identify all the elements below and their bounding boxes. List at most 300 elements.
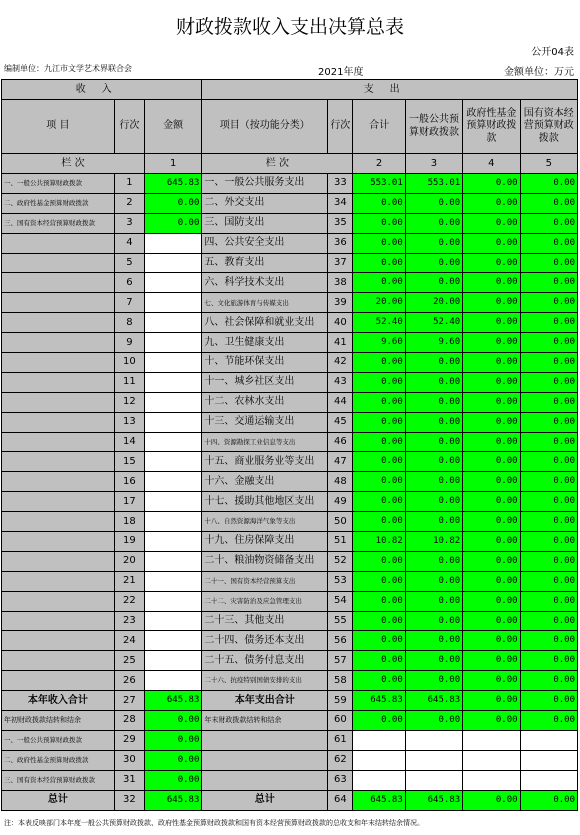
income-header: 收入 — [2, 80, 202, 100]
expense-item: 十九、住房保障支出 — [202, 532, 328, 552]
income-amount — [144, 671, 201, 691]
sub-amount: 0.00 — [144, 730, 201, 750]
row-no: 14 — [114, 432, 144, 452]
sub-row — [2, 730, 578, 750]
income-amount — [144, 492, 201, 512]
grand-total-fund: 0.00 — [463, 790, 520, 810]
expense-item: 二十三、其他支出 — [202, 611, 328, 631]
row-no: 42 — [328, 353, 353, 373]
row-no: 47 — [328, 452, 353, 472]
expense-item: 五、教育支出 — [202, 253, 328, 273]
carry-out-general: 0.00 — [405, 711, 462, 731]
expense-fund: 0.00 — [463, 432, 520, 452]
grand-total-capital: 0.00 — [520, 790, 577, 810]
expense-general: 0.00 — [405, 671, 462, 691]
row-no: 61 — [328, 730, 353, 750]
expense-capital: 0.00 — [520, 671, 577, 691]
expense-total: 0.00 — [353, 512, 405, 532]
row-no: 46 — [328, 432, 353, 452]
income-amount — [144, 551, 201, 571]
expense-item: 二十六、抗疫特别国债安排的支出 — [202, 671, 328, 691]
table-row — [2, 392, 578, 412]
income-item — [2, 492, 115, 512]
row-no: 59 — [328, 691, 353, 711]
row-no: 43 — [328, 372, 353, 392]
row-no: 36 — [328, 233, 353, 253]
expense-fund: 0.00 — [463, 412, 520, 432]
expense-item: 六、科学技术支出 — [202, 273, 328, 293]
expense-total: 0.00 — [353, 193, 405, 213]
income-item — [2, 333, 115, 353]
row-no: 3 — [114, 213, 144, 233]
expense-total: 553.01 — [353, 174, 405, 194]
expense-item: 三、国防支出 — [202, 213, 328, 233]
expense-general: 10.82 — [405, 532, 462, 552]
row-no: 56 — [328, 631, 353, 651]
carry-in-label: 年初财政拨款结转和结余 — [2, 711, 115, 731]
income-item — [2, 532, 115, 552]
income-item — [2, 651, 115, 671]
budget-table — [1, 79, 578, 811]
table-row — [2, 193, 578, 213]
expense-total: 0.00 — [353, 392, 405, 412]
expense-total: 645.83 — [353, 691, 405, 711]
expense-fund: 0.00 — [463, 253, 520, 273]
expense-total: 0.00 — [353, 631, 405, 651]
income-total-label: 本年收入合计 — [2, 691, 115, 711]
income-item — [2, 353, 115, 373]
row-no: 64 — [328, 790, 353, 810]
expense-capital: 0.00 — [520, 571, 577, 591]
row-no: 32 — [114, 790, 144, 810]
row-no: 37 — [328, 253, 353, 273]
expense-general: 0.00 — [405, 611, 462, 631]
expense-general: 0.00 — [405, 551, 462, 571]
expense-capital: 0.00 — [520, 412, 577, 432]
expense-fund: 0.00 — [463, 333, 520, 353]
footnote: 注：本表反映部门本年度一般公共预算财政拨款、政府性基金预算财政拨款和国有资本经营预算财政拨款的总收支和年末结转结余情况。 — [4, 819, 424, 827]
row-no: 39 — [328, 293, 353, 313]
expense-item: 十七、援助其他地区支出 — [202, 492, 328, 512]
item-header: 项 目 — [2, 100, 115, 154]
expense-total: 0.00 — [353, 492, 405, 512]
row-no: 19 — [114, 532, 144, 552]
row-no: 18 — [114, 512, 144, 532]
income-amount — [144, 631, 201, 651]
expense-capital: 0.00 — [520, 233, 577, 253]
expense-total: 0.00 — [353, 611, 405, 631]
row-no: 53 — [328, 571, 353, 591]
col-1: 1 — [144, 154, 201, 174]
row-no2-header: 行次 — [328, 100, 353, 154]
income-item — [2, 512, 115, 532]
row-no: 1 — [114, 174, 144, 194]
income-item: 一、一般公共预算财政拨款 — [2, 174, 115, 194]
row-no: 30 — [114, 750, 144, 770]
expense-item: 十一、城乡社区支出 — [202, 372, 328, 392]
expense-total: 0.00 — [353, 353, 405, 373]
income-amount: 0.00 — [144, 193, 201, 213]
expense-fund: 0.00 — [463, 492, 520, 512]
col-3: 3 — [405, 154, 462, 174]
income-amount — [144, 392, 201, 412]
row-no: 26 — [114, 671, 144, 691]
row-no: 20 — [114, 551, 144, 571]
row-no: 17 — [114, 492, 144, 512]
row-no: 5 — [114, 253, 144, 273]
income-amount — [144, 571, 201, 591]
income-item — [2, 671, 115, 691]
expense-item: 七、文化旅游体育与传媒支出 — [202, 293, 328, 313]
expense-total-capital: 0.00 — [520, 691, 577, 711]
row-no: 15 — [114, 452, 144, 472]
income-item — [2, 233, 115, 253]
blank-cell — [463, 770, 520, 790]
row-no: 45 — [328, 412, 353, 432]
expense-capital: 0.00 — [520, 452, 577, 472]
expense-capital: 0.00 — [520, 174, 577, 194]
expense-header: 支出 — [202, 80, 578, 100]
table-row — [2, 651, 578, 671]
carry-out-label: 年末财政拨款结转和结余 — [202, 711, 328, 731]
col-label2-header: 栏 次 — [202, 154, 353, 174]
table-row — [2, 591, 578, 611]
table-row — [2, 174, 578, 194]
expense-capital: 0.00 — [520, 532, 577, 552]
row-no: 41 — [328, 333, 353, 353]
row-no: 9 — [114, 333, 144, 353]
expense-general: 0.00 — [405, 372, 462, 392]
expense-capital: 0.00 — [520, 392, 577, 412]
expense-total: 20.00 — [353, 293, 405, 313]
income-amount: 645.83 — [144, 174, 201, 194]
blank-cell — [405, 770, 462, 790]
col-4: 4 — [463, 154, 520, 174]
blank-cell — [463, 730, 520, 750]
expense-total: 10.82 — [353, 532, 405, 552]
row-no: 24 — [114, 631, 144, 651]
income-amount — [144, 233, 201, 253]
row-no: 33 — [328, 174, 353, 194]
table-row — [2, 671, 578, 691]
expense-item: 二十四、债务还本支出 — [202, 631, 328, 651]
expense-capital: 0.00 — [520, 213, 577, 233]
expense-general: 0.00 — [405, 233, 462, 253]
row-no: 6 — [114, 273, 144, 293]
income-item — [2, 293, 115, 313]
row-no: 57 — [328, 651, 353, 671]
row-no: 16 — [114, 472, 144, 492]
row-no: 12 — [114, 392, 144, 412]
compiling-unit: 编制单位：九江市文学艺术界联合会 — [4, 64, 132, 73]
blank-cell — [202, 750, 328, 770]
expense-general: 0.00 — [405, 412, 462, 432]
expense-total: 0.00 — [353, 233, 405, 253]
expense-total: 0.00 — [353, 432, 405, 452]
fiscal-year: 2021年度 — [318, 67, 364, 78]
table-row — [2, 213, 578, 233]
grand-total-amount: 645.83 — [144, 790, 201, 810]
col-5: 5 — [520, 154, 577, 174]
row-no: 51 — [328, 532, 353, 552]
income-amount — [144, 591, 201, 611]
expense-item: 九、卫生健康支出 — [202, 333, 328, 353]
income-amount — [144, 452, 201, 472]
expense-fund: 0.00 — [463, 353, 520, 373]
col-label-header: 栏 次 — [2, 154, 145, 174]
blank-cell — [520, 770, 577, 790]
table-row — [2, 452, 578, 472]
row-no: 21 — [114, 571, 144, 591]
expense-total: 0.00 — [353, 472, 405, 492]
expense-total: 52.40 — [353, 313, 405, 333]
income-item — [2, 372, 115, 392]
income-item — [2, 412, 115, 432]
table-row — [2, 293, 578, 313]
expense-capital: 0.00 — [520, 313, 577, 333]
income-item: 二、政府性基金预算财政拨款 — [2, 193, 115, 213]
expense-item: 十五、商业服务业等支出 — [202, 452, 328, 472]
expense-total: 0.00 — [353, 273, 405, 293]
expense-total: 0.00 — [353, 213, 405, 233]
expense-total-fund: 0.00 — [463, 691, 520, 711]
row-no: 50 — [328, 512, 353, 532]
general-budget-header: 一般公共预算财政拨款 — [405, 100, 462, 154]
expense-capital: 0.00 — [520, 512, 577, 532]
expense-capital: 0.00 — [520, 591, 577, 611]
expense-general: 9.60 — [405, 333, 462, 353]
expense-general: 0.00 — [405, 273, 462, 293]
sub-amount: 0.00 — [144, 770, 201, 790]
expense-capital: 0.00 — [520, 651, 577, 671]
expense-fund: 0.00 — [463, 591, 520, 611]
row-no: 8 — [114, 313, 144, 333]
table-row — [2, 571, 578, 591]
table-row — [2, 353, 578, 373]
blank-cell — [463, 750, 520, 770]
table-row — [2, 412, 578, 432]
blank-cell — [405, 750, 462, 770]
expense-total: 0.00 — [353, 571, 405, 591]
income-amount — [144, 253, 201, 273]
expense-capital: 0.00 — [520, 611, 577, 631]
table-row — [2, 532, 578, 552]
expense-total: 0.00 — [353, 551, 405, 571]
expense-capital: 0.00 — [520, 253, 577, 273]
expense-general: 0.00 — [405, 472, 462, 492]
expense-capital: 0.00 — [520, 551, 577, 571]
sub-item: 三、国有资本经营预算财政拨款 — [2, 770, 115, 790]
expense-general: 0.00 — [405, 591, 462, 611]
fund-budget-header: 政府性基金预算财政拨款 — [463, 100, 520, 154]
row-no: 22 — [114, 591, 144, 611]
expense-total: 0.00 — [353, 671, 405, 691]
carry-out-total: 0.00 — [353, 711, 405, 731]
row-no: 23 — [114, 611, 144, 631]
expense-capital: 0.00 — [520, 631, 577, 651]
income-item — [2, 253, 115, 273]
sub-item: 一、一般公共预算财政拨款 — [2, 730, 115, 750]
row-no: 25 — [114, 651, 144, 671]
expense-fund: 0.00 — [463, 651, 520, 671]
expense-general: 0.00 — [405, 631, 462, 651]
row-no: 28 — [114, 711, 144, 731]
carry-row — [2, 711, 578, 731]
expense-item: 十四、资源勘探工业信息等支出 — [202, 432, 328, 452]
income-item — [2, 611, 115, 631]
table-row — [2, 611, 578, 631]
row-no: 31 — [114, 770, 144, 790]
expense-fund: 0.00 — [463, 611, 520, 631]
row-no: 54 — [328, 591, 353, 611]
expense-fund: 0.00 — [463, 313, 520, 333]
capital-budget-header: 国有资本经营预算财政拨款 — [520, 100, 577, 154]
col-2: 2 — [353, 154, 405, 174]
carry-in-amount: 0.00 — [144, 711, 201, 731]
table-row — [2, 492, 578, 512]
expense-general: 0.00 — [405, 432, 462, 452]
table-row — [2, 631, 578, 651]
expense-general: 0.00 — [405, 651, 462, 671]
expense-item: 八、社会保障和就业支出 — [202, 313, 328, 333]
blank-cell — [202, 770, 328, 790]
expense-item: 四、公共安全支出 — [202, 233, 328, 253]
report-title: 财政拨款收入支出决算总表 — [175, 16, 404, 38]
table-row — [2, 233, 578, 253]
table-row — [2, 253, 578, 273]
table-row — [2, 512, 578, 532]
income-amount — [144, 293, 201, 313]
expense-capital: 0.00 — [520, 293, 577, 313]
income-total-amount: 645.83 — [144, 691, 201, 711]
row-no: 62 — [328, 750, 353, 770]
row-no: 27 — [114, 691, 144, 711]
expense-total: 0.00 — [353, 452, 405, 472]
income-item — [2, 631, 115, 651]
blank-cell — [353, 730, 405, 750]
income-item — [2, 551, 115, 571]
expense-capital: 0.00 — [520, 472, 577, 492]
income-amount — [144, 532, 201, 552]
expense-fund: 0.00 — [463, 392, 520, 412]
income-amount — [144, 273, 201, 293]
row-no: 13 — [114, 412, 144, 432]
expense-fund: 0.00 — [463, 512, 520, 532]
expense-general: 0.00 — [405, 392, 462, 412]
expense-fund: 0.00 — [463, 213, 520, 233]
func-item-header: 项目（按功能分类） — [202, 100, 328, 154]
income-amount — [144, 372, 201, 392]
grand-total: 645.83 — [353, 790, 405, 810]
blank-cell — [405, 730, 462, 750]
blank-cell — [353, 770, 405, 790]
expense-item: 十、节能环保支出 — [202, 353, 328, 373]
income-amount — [144, 651, 201, 671]
grand-total-label: 总计 — [2, 790, 115, 810]
income-total-row — [2, 691, 578, 711]
expense-general: 0.00 — [405, 512, 462, 532]
income-amount — [144, 512, 201, 532]
row-no: 10 — [114, 353, 144, 373]
expense-capital: 0.00 — [520, 273, 577, 293]
income-item — [2, 392, 115, 412]
expense-total: 0.00 — [353, 412, 405, 432]
expense-capital: 0.00 — [520, 372, 577, 392]
income-item — [2, 591, 115, 611]
sub-item: 二、政府性基金预算财政拨款 — [2, 750, 115, 770]
row-no: 63 — [328, 770, 353, 790]
income-item — [2, 432, 115, 452]
expense-item: 十二、农林水支出 — [202, 392, 328, 412]
row-no: 29 — [114, 730, 144, 750]
income-amount: 0.00 — [144, 213, 201, 233]
expense-general: 0.00 — [405, 492, 462, 512]
income-item — [2, 313, 115, 333]
expense-total-label: 本年支出合计 — [202, 691, 328, 711]
table-body — [2, 174, 578, 791]
expense-general: 553.01 — [405, 174, 462, 194]
expense-total: 0.00 — [353, 372, 405, 392]
sub-row — [2, 750, 578, 770]
form-number: 公开04表 — [531, 47, 574, 58]
row-no: 52 — [328, 551, 353, 571]
blank-cell — [353, 750, 405, 770]
grand-total-label2: 总计 — [202, 790, 328, 810]
expense-total-general: 645.83 — [405, 691, 462, 711]
row-no: 55 — [328, 611, 353, 631]
expense-item: 二十一、国有资本经营预算支出 — [202, 571, 328, 591]
grand-total-general: 645.83 — [405, 790, 462, 810]
expense-item: 二十二、灾害防治及应急管理支出 — [202, 591, 328, 611]
expense-fund: 0.00 — [463, 551, 520, 571]
income-amount — [144, 353, 201, 373]
expense-item: 二十五、债务付息支出 — [202, 651, 328, 671]
expense-fund: 0.00 — [463, 571, 520, 591]
row-no: 48 — [328, 472, 353, 492]
amount-unit: 金额单位：万元 — [504, 67, 574, 78]
row-no: 40 — [328, 313, 353, 333]
expense-fund: 0.00 — [463, 233, 520, 253]
income-item — [2, 273, 115, 293]
row-no: 49 — [328, 492, 353, 512]
row-no: 11 — [114, 372, 144, 392]
expense-general: 0.00 — [405, 452, 462, 472]
table-row — [2, 372, 578, 392]
table-foot — [2, 790, 578, 810]
income-item — [2, 452, 115, 472]
row-no: 4 — [114, 233, 144, 253]
blank-cell — [520, 750, 577, 770]
expense-total: 0.00 — [353, 253, 405, 273]
row-no: 2 — [114, 193, 144, 213]
row-no: 58 — [328, 671, 353, 691]
sub-amount: 0.00 — [144, 750, 201, 770]
expense-item: 十六、金融支出 — [202, 472, 328, 492]
expense-general: 0.00 — [405, 193, 462, 213]
row-no: 35 — [328, 213, 353, 233]
expense-fund: 0.00 — [463, 671, 520, 691]
carry-out-capital: 0.00 — [520, 711, 577, 731]
expense-capital: 0.00 — [520, 492, 577, 512]
table-row — [2, 313, 578, 333]
expense-capital: 0.00 — [520, 432, 577, 452]
table-row — [2, 273, 578, 293]
row-no: 38 — [328, 273, 353, 293]
table-row — [2, 472, 578, 492]
blank-cell — [520, 730, 577, 750]
expense-item: 二十、粮油物资储备支出 — [202, 551, 328, 571]
income-item — [2, 472, 115, 492]
